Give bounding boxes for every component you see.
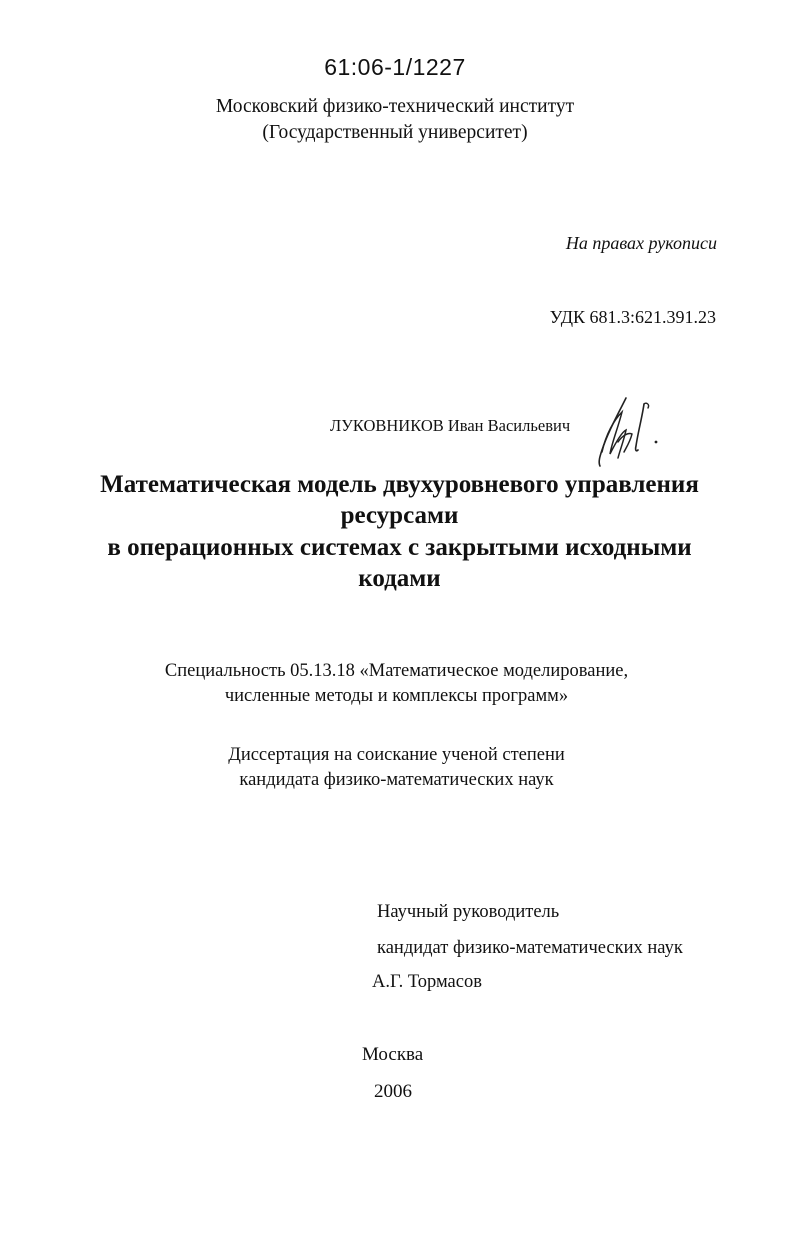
manuscript-rights-note: На правах рукописи	[565, 233, 717, 253]
specialty-line-1: Специальность 05.13.18 «Математическое моделирование,	[164, 661, 629, 681]
dissertation-title-line-4: кодами	[358, 565, 441, 592]
city: Москва	[362, 1044, 424, 1065]
document-code: 61:06-1/1227	[324, 54, 466, 80]
dissertation-title-line-1: Математическая модель двухуровневого управления	[100, 471, 699, 498]
advisor-degree: кандидат физико-математических наук	[377, 938, 683, 958]
dissertation-purpose-line-2: кандидата физико-математических наук	[239, 770, 554, 790]
dissertation-purpose-line-1: Диссертация на соискание ученой степени	[228, 745, 565, 765]
dissertation-title-line-3: в операционных системах с закрытыми исходными	[107, 534, 692, 561]
dissertation-title-line-2: ресурсами	[340, 502, 459, 529]
advisor-name: А.Г. Тормасов	[372, 972, 482, 992]
institute-status: (Государственный университет)	[262, 122, 528, 143]
advisor-label: Научный руководитель	[377, 902, 560, 922]
specialty-line-2: численные методы и комплексы программ»	[224, 686, 569, 706]
year: 2006	[374, 1081, 412, 1102]
institute-name: Московский физико-технический институт	[215, 96, 575, 117]
udk-code: УДК 681.3:621.391.23	[549, 307, 716, 327]
author-name: ЛУКОВНИКОВ Иван Васильевич	[330, 416, 571, 435]
signature-icon	[588, 392, 673, 472]
